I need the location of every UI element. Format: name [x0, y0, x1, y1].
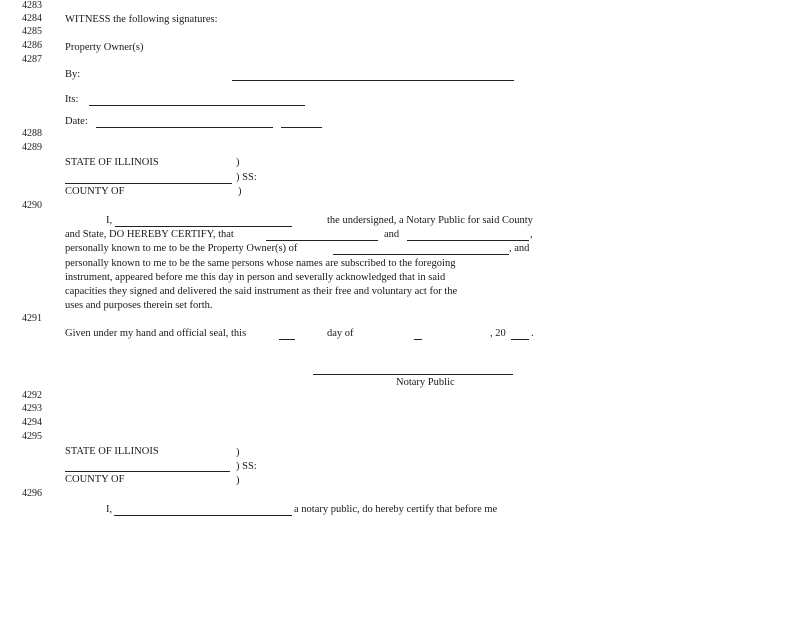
owner-name-line-2[interactable] [407, 240, 529, 241]
month-line[interactable] [414, 339, 422, 340]
certify-line-2: and State, DO HEREBY CERTIFY, that [65, 229, 234, 240]
line-number: 4294 [22, 417, 42, 428]
ss-label: ) SS: [236, 172, 257, 183]
notary-public-label: Notary Public [396, 377, 455, 388]
venue-blank-line-2[interactable] [65, 471, 230, 472]
line-number: 4296 [22, 488, 42, 499]
i-label: I, [106, 215, 113, 226]
line-number: 4283 [22, 0, 42, 11]
line-number: 4292 [22, 390, 42, 401]
given-under-hand: Given under my hand and official seal, this [65, 328, 247, 339]
line-number: 4290 [22, 200, 42, 211]
certify-line-3-tail: , and [509, 243, 530, 254]
line-number: 4288 [22, 128, 42, 139]
venue-blank-line[interactable] [65, 183, 232, 184]
venue-bracket-2: ) [236, 447, 240, 458]
date-label: Date: [65, 116, 88, 127]
its-label: Its: [65, 94, 79, 105]
day-of-label: day of [327, 328, 354, 339]
venue-bracket: ) [236, 157, 240, 168]
line-number: 4289 [22, 142, 42, 153]
its-signature-line[interactable] [89, 105, 305, 106]
notary-name-line-2[interactable] [114, 515, 292, 516]
line-number: 4287 [22, 54, 42, 65]
day-line[interactable] [279, 339, 295, 340]
line-number: 4285 [22, 26, 42, 37]
certify-line-1: the undersigned, a Notary Public for said County [327, 215, 533, 226]
period: . [531, 328, 534, 339]
certify-line-2-1: a notary public, do hereby certify that before me [294, 504, 498, 515]
by-label: By: [65, 69, 81, 80]
venue-bracket-2: ) [236, 475, 240, 486]
certify-line-6: capacities they signed and delivered the said instrument as their free and voluntary act for the [65, 286, 458, 297]
certify-line-3: personally known to me to be the Property Owner(s) of [65, 243, 298, 254]
state-of-illinois-label-2: STATE OF ILLINOIS [65, 446, 159, 457]
line-number: 4295 [22, 431, 42, 442]
notary-signature-line[interactable] [313, 374, 513, 375]
year-line[interactable] [511, 339, 529, 340]
by-signature-line[interactable] [232, 80, 514, 81]
line-number: 4286 [22, 40, 42, 51]
comma: , [530, 229, 533, 240]
property-owner-label: Property Owner(s) [65, 42, 144, 53]
certify-line-5: instrument, appeared before me this day in person and severally acknowledged that in said [65, 272, 446, 283]
line-number: 4293 [22, 403, 42, 414]
witness-heading: WITNESS the following signatures: [65, 14, 218, 25]
certify-line-4: personally known to me to be the same persons whose names are subscribed to the foregoing [65, 258, 456, 269]
and-label: and [384, 229, 400, 240]
venue-bracket: ) [238, 186, 242, 197]
county-of-label-2: COUNTY OF [65, 474, 125, 485]
year-label: , 20 [490, 328, 506, 339]
ss-label-2: ) SS: [236, 461, 257, 472]
state-of-illinois-label: STATE OF ILLINOIS [65, 157, 159, 168]
certify-line-7: uses and purposes therein set forth. [65, 300, 213, 311]
county-of-label: COUNTY OF [65, 186, 125, 197]
line-number: 4284 [22, 13, 42, 24]
i-label-2: I, [106, 504, 113, 515]
property-line[interactable] [333, 254, 509, 255]
line-number: 4291 [22, 313, 42, 324]
date-line[interactable] [96, 127, 273, 128]
notary-name-line[interactable] [115, 226, 292, 227]
date-line-extra[interactable] [281, 127, 322, 128]
owner-name-line-1[interactable] [266, 240, 378, 241]
